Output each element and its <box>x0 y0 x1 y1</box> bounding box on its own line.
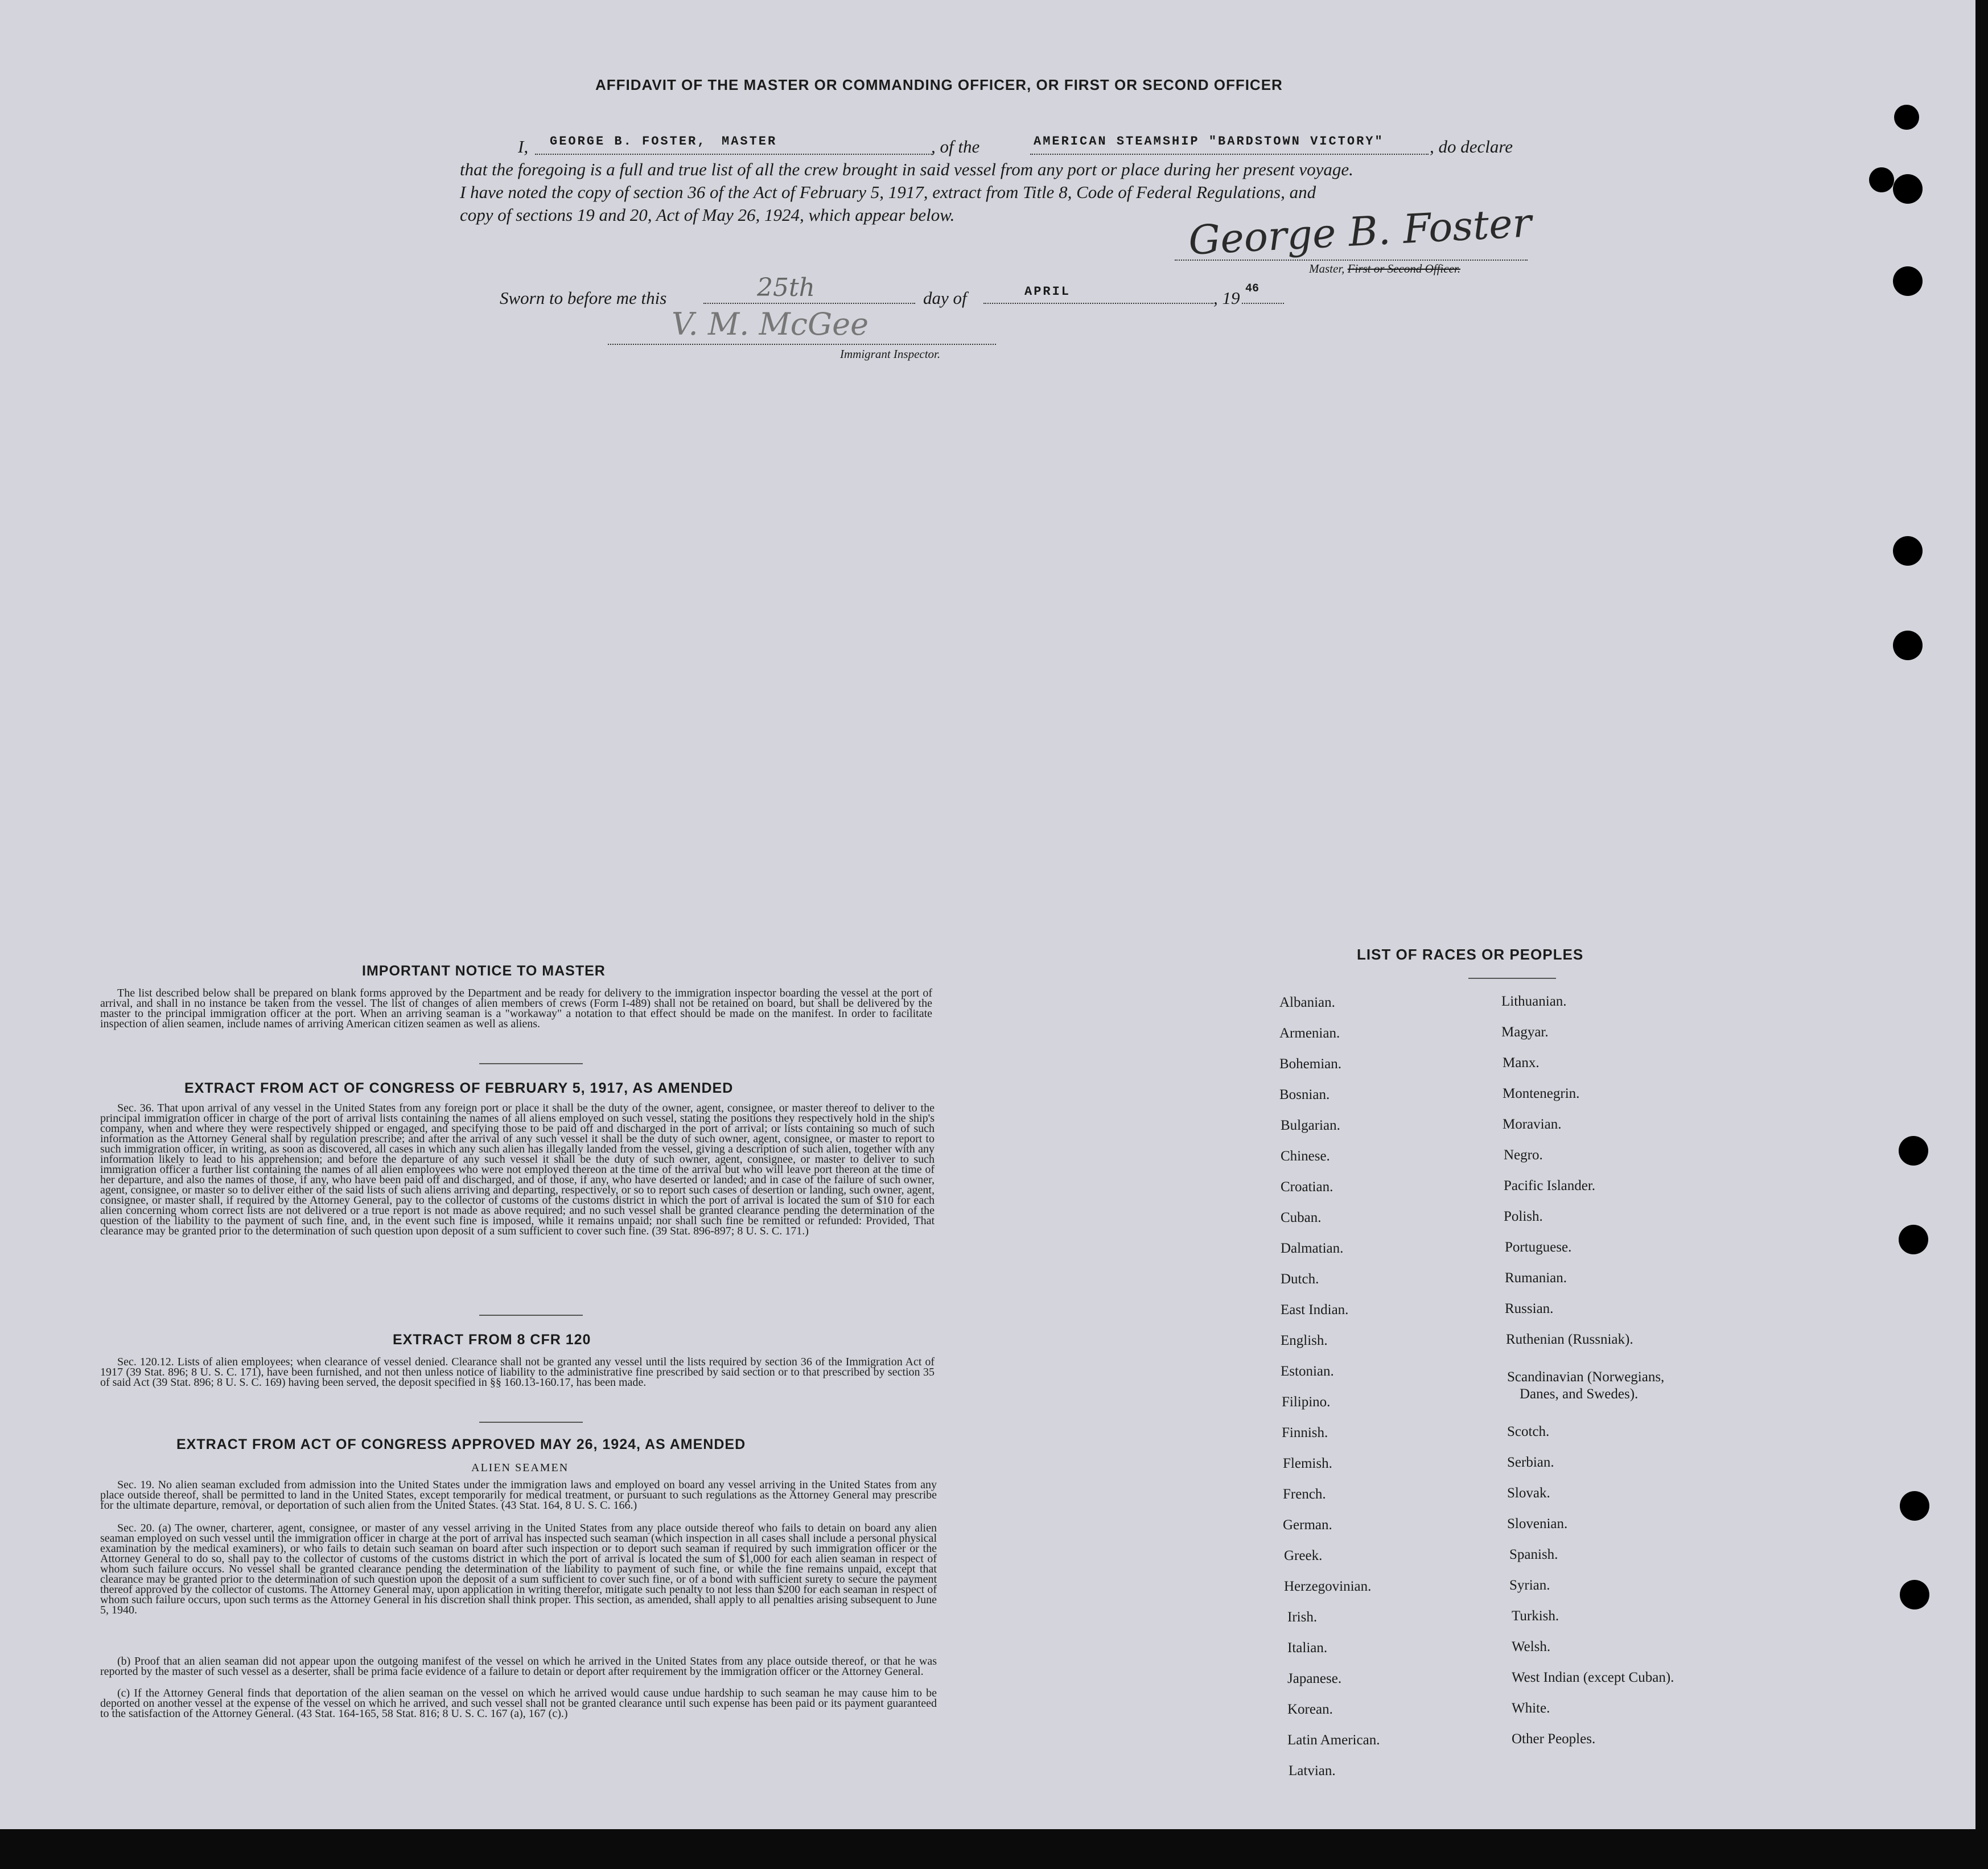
sworn-prefix: Sworn to before me this <box>500 288 667 308</box>
race-left-item: Estonian. <box>1281 1364 1334 1379</box>
race-left-item: Latin American. <box>1287 1732 1380 1748</box>
race-right-item: Portuguese. <box>1505 1240 1572 1255</box>
do-declare-text: , do declare <box>1430 137 1513 157</box>
race-right-item: Pacific Islander. <box>1504 1178 1596 1193</box>
race-left-item: Filipino. <box>1282 1394 1331 1410</box>
extract-cfr-body: Sec. 120.12. Lists of alien employees; when clearance of vessel denied. Clearance shall not be granted any vessel until the lists required by section 36 of the Immigration Act of 1917 (39 Stat. 896; 8 U. S. C. 171), have been furnished, and not then unless notice of liability to the administrative fine prescribed by said section or to that prescribed by section 35 of said Act (39 Stat. 896; 8 U. S. C. 169) having been served, the deposit specified in §§ 160.13-160.17, has been made. <box>100 1356 935 1389</box>
sworn-month-line <box>983 303 1213 304</box>
race-right-item: Russian. <box>1505 1301 1554 1316</box>
race-left-item: Armenian. <box>1279 1026 1340 1041</box>
punch-hole <box>1900 1580 1929 1609</box>
punch-hole <box>1893 266 1923 296</box>
sworn-month: APRIL <box>1024 285 1071 299</box>
race-right-item: Turkish. <box>1512 1608 1559 1624</box>
extract-cfr-title: EXTRACT FROM 8 CFR 120 <box>393 1332 591 1348</box>
affidavit-title: AFFIDAVIT OF THE MASTER OR COMMANDING OFFICER, OR FIRST OR SECOND OFFICER <box>595 76 1283 93</box>
affidavit-i: I, <box>518 137 529 157</box>
race-left-item: Bulgarian. <box>1281 1118 1340 1133</box>
race-right-item: Welsh. <box>1512 1639 1551 1654</box>
punch-hole <box>1899 1136 1928 1166</box>
race-right-item: Danes, and Swedes). <box>1520 1386 1639 1402</box>
race-right-item: Syrian. <box>1509 1578 1550 1593</box>
sec-20a-text: Sec. 20. (a) The owner, charterer, agent, consignee, or master of any vessel arriving in the United States from any place outside thereof who fails to detain on board any alien seaman employed on such vessel until the immigration officer in charge at the port of arrival has inspected such seaman (which inspection in all cases shall include a personal physical examination by the medical examiners), or who fails to detain such seaman on board after such inspection or to deport such seaman if required by such immigration officer or the Attorney General to do so, shall pay to the collector of customs of the customs district in which the port of arrival is located the sum of $1,000 for each alien seaman in respect of whom such failure occurs. No vessel shall be granted clearance pending the determination of the liability to payment of such fine, or while the fine remains unpaid, except that clearance may be granted prior to the determination of such question upon the deposit of a sum sufficient to cover such fine, or of a bond with sufficient surety to secure the payment thereof approved by the collector of customs. The Attorney General may, upon application in writing therefor, mitigate such penalty to not less than $200 for each seaman in respect of whom such failure occurs, upon such terms as the Attorney General in his discretion shall think proper. This section, as amended, shall apply to all penalties arising subsequent to June 5, 1940. <box>100 1522 937 1616</box>
race-left-item: Croatian. <box>1281 1179 1333 1195</box>
race-left-item: Chinese. <box>1281 1148 1330 1164</box>
punch-hole <box>1899 1225 1928 1254</box>
race-left-item: East Indian. <box>1281 1302 1349 1318</box>
race-left-item: Albanian. <box>1279 995 1335 1010</box>
race-left-item: Cuban. <box>1281 1210 1322 1225</box>
extract-cfr-divider <box>479 1422 583 1423</box>
race-left-item: Dalmatian. <box>1281 1241 1344 1256</box>
race-left-item: Greek. <box>1284 1548 1323 1563</box>
punch-hole <box>1893 631 1923 660</box>
inspector-signature: V. M. McGee <box>672 306 869 342</box>
punch-hole <box>1893 174 1923 204</box>
inspector-label: Immigrant Inspector. <box>840 347 941 361</box>
race-left-item: Flemish. <box>1283 1456 1332 1471</box>
extract-1917-body: Sec. 36. That upon arrival of any vessel in the United States from any foreign port or place it shall be the duty of the owner, agent, consignee, or master thereof to deliver to the principal immigration officer in charge of the port of arrival lists containing the names of all aliens employed on such vessel, stating the positions they respectively hold in the ship's company, when and where they were respectively shipped or engaged, and specifying those to be paid off and discharged in the port of arrival; or lists containing so much of such information as the Attorney General shall by regulation prescribe; and after the arrival of any such vessel it shall be the duty of such owner, agent, consignee, or master to report to such immigration officer, in writing, as soon as discovered, all cases in which any such alien has illegally landed from the vessel, giving a description of such alien, together with any information likely to lead to his apprehension; and before the departure of any such vessel it shall be the duty of such owner, agent, consignee, or master to deliver to such immigration officer a further list containing the names of all alien employees who were not employed thereon at the time of the arrival but who will leave port thereon at the time of her departure, and also the names of those, if any, who have been paid off and discharged, and of those, if any, who have deserted or landed; and in case of the failure of such owner, agent, consignee, or master so to deliver either of the said lists of such aliens arriving and departing, respectively, or so to report such cases of desertion or landing, such owner, agent, consignee, or master shall, if required by the Attorney General, pay to the collector of customs of the customs district in which the port of arrival is located the sum of $10 for each alien concerning whom correct lists are not delivered or a true report is not made as above required; and no such vessel shall be granted clearance pending the determination of the question of the liability to the payment of such fine, and, in the event such fine is imposed, while it remains unpaid; nor shall such fine be remitted or refunded: Provided, That clearance may be granted prior to the determination of such question upon deposit of a sum sufficient to cover such fine. (39 Stat. 896-897; 8 U. S. C. 171.) <box>100 1102 935 1237</box>
affidavit-line-3: I have noted the copy of section 36 of the Act of February 5, 1917, extract from Title 8, Code of Federal Regulations, and <box>460 182 1316 202</box>
race-right-item: Scandinavian (Norwegians, <box>1507 1369 1665 1385</box>
vessel-field-line <box>1030 154 1429 155</box>
year-suffix: 46 <box>1245 282 1260 295</box>
affidavit-line-2: that the foregoing is a full and true list of all the crew brought in said vessel from any port or place during her present voyage. <box>460 159 1353 179</box>
extract-1924-title: EXTRACT FROM ACT OF CONGRESS APPROVED MAY 26, 1924, AS AMENDED <box>176 1436 746 1452</box>
race-right-item: Manx. <box>1503 1055 1540 1071</box>
race-left-item: Finnish. <box>1282 1425 1328 1440</box>
day-of-text: day of <box>923 288 967 308</box>
races-title: LIST OF RACES OR PEOPLES <box>1357 946 1584 963</box>
extract-1917-divider <box>479 1315 583 1316</box>
punch-hole <box>1893 536 1923 566</box>
race-right-item: Magyar. <box>1501 1024 1549 1040</box>
race-right-item: Negro. <box>1504 1147 1543 1163</box>
struck-officer-label: First or Second Officer. <box>1347 262 1460 275</box>
race-right-item: Slovenian. <box>1507 1516 1568 1532</box>
race-right-item: Montenegrin. <box>1503 1086 1580 1101</box>
notice-divider <box>479 1063 583 1064</box>
race-left-item: Bosnian. <box>1279 1087 1330 1102</box>
race-right-item: Lithuanian. <box>1501 994 1567 1009</box>
race-left-item: Irish. <box>1287 1609 1318 1625</box>
race-right-item: Other Peoples. <box>1512 1731 1596 1747</box>
race-left-item: Korean. <box>1287 1702 1333 1717</box>
race-left-item: Dutch. <box>1281 1271 1319 1287</box>
notice-body: The list described below shall be prepared on blank forms approved by the Department and be ready for delivery to the immigration inspector boarding the vessel at the port of arrival, and shall in no instance be taken from the vessel. The list of changes of alien members of crews (Form I-489) shall not be retained on board, but shall be delivered by the master to the principal immigration officer at the port. When an arriving seaman is a "workaway" a notation to that effect should be made on the manifest. In order to facilitate inspection of alien seamen, include names of arriving American citizen seamen as well as aliens. <box>100 987 932 1030</box>
race-left-item: Bohemian. <box>1279 1056 1342 1072</box>
inspector-line <box>608 344 996 345</box>
notice-title: IMPORTANT NOTICE TO MASTER <box>362 963 606 979</box>
name-field-line <box>535 154 933 155</box>
sec-19-text: Sec. 19. No alien seaman excluded from admission into the United States under the immigration laws and employed on board any vessel arriving in the United States from any place outside thereof, shall be permitted to land in the United States, except temporarily for medical treatment, or pursuant to such regulations as the Attorney General may prescribe for the ultimate departure, removal, or deportation of such alien from the United States. (43 Stat. 164, 8 U. S. C. 166.) <box>100 1479 937 1512</box>
race-left-item: English. <box>1281 1333 1328 1348</box>
affidavit-line-4: copy of sections 19 and 20, Act of May 26, 1924, which appear below. <box>460 205 955 225</box>
vessel-name: AMERICAN STEAMSHIP "BARDSTOWN VICTORY" <box>1034 134 1384 149</box>
master-word: Master, <box>1309 262 1345 275</box>
declarant-rank: MASTER <box>722 134 777 149</box>
race-left-item: Latvian. <box>1289 1763 1336 1779</box>
race-right-item: Spanish. <box>1509 1547 1558 1562</box>
year-line <box>1242 303 1284 304</box>
race-right-item: Ruthenian (Russniak). <box>1506 1332 1633 1347</box>
race-right-item: Slovak. <box>1507 1485 1550 1501</box>
race-right-item: West Indian (except Cuban). <box>1512 1670 1674 1685</box>
race-left-item: Japanese. <box>1287 1671 1342 1686</box>
year-prefix: , 19 <box>1213 288 1240 308</box>
master-label <box>1309 262 1460 276</box>
race-left-item: German. <box>1283 1517 1332 1533</box>
declarant-name: GEORGE B. FOSTER, <box>550 134 707 149</box>
race-right-item: Serbian. <box>1507 1455 1554 1470</box>
punch-hole <box>1894 105 1919 130</box>
of-the-text: , of the <box>931 137 980 157</box>
race-right-item: Rumanian. <box>1505 1270 1567 1286</box>
race-left-item: French. <box>1283 1487 1326 1502</box>
punch-hole <box>1869 167 1894 192</box>
race-right-item: White. <box>1512 1701 1550 1716</box>
signature-line <box>1175 260 1528 261</box>
race-left-item: Herzegovinian. <box>1284 1579 1372 1594</box>
race-right-item: Moravian. <box>1503 1117 1562 1132</box>
race-right-item: Polish. <box>1504 1209 1543 1224</box>
punch-hole <box>1900 1491 1929 1521</box>
race-left-item: Italian. <box>1287 1640 1328 1656</box>
master-signature: George B. Foster <box>1187 199 1533 264</box>
race-right-item: Scotch. <box>1507 1424 1550 1439</box>
sec-20b-text: (b) Proof that an alien seaman did not appear upon the outgoing manifest of the vessel on which he arrived in the United States from any place outside thereof, or that he was reported by the master of such vessel as a deserter, shall be prima facie evidence of a failure to detain or deport after requirement by the immigration officer or the Attorney General. <box>100 1655 937 1678</box>
sec-20c-text: (c) If the Attorney General finds that deportation of the alien seaman on the vessel on which he arrived would cause undue hardship to such seaman he may cause him to be deported on another vessel at the expense of the vessel on which he arrived, and such vessel shall not be granted clearance until such expense has been paid or its payment guaranteed to the satisfaction of the Attorney General. (43 Stat. 164-165, 58 Stat. 816; 8 U. S. C. 167 (a), 167 (c).) <box>100 1687 937 1720</box>
sworn-day: 25th <box>757 273 816 302</box>
extract-1917-title: EXTRACT FROM ACT OF CONGRESS OF FEBRUARY 5, 1917, AS AMENDED <box>184 1080 734 1096</box>
alien-seamen-subtitle: ALIEN SEAMEN <box>471 1462 569 1474</box>
races-divider <box>1468 978 1556 979</box>
sworn-day-line <box>703 303 915 304</box>
